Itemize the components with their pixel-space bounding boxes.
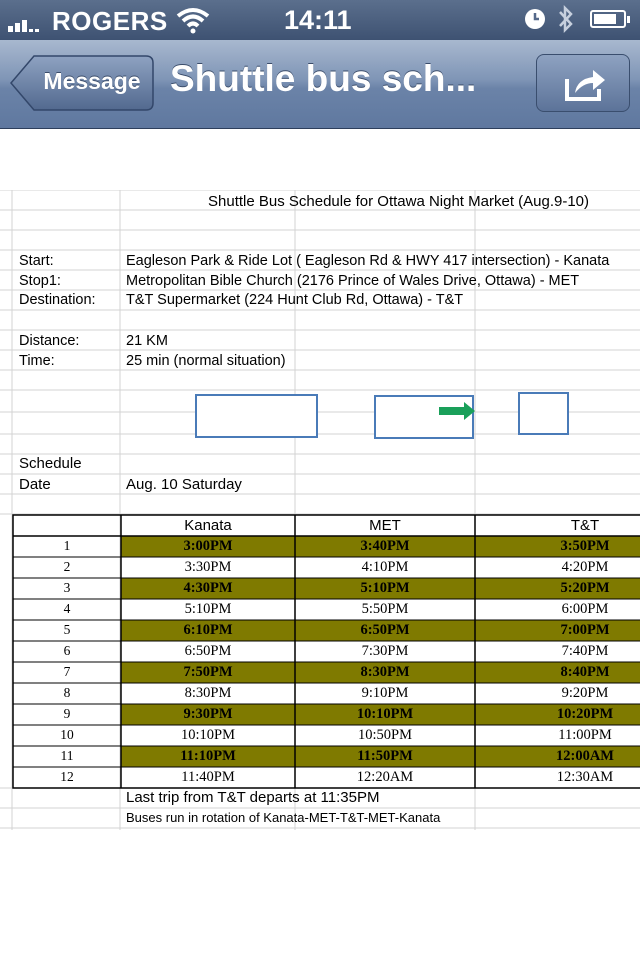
schedule-label: Schedule — [19, 455, 82, 472]
start-value: Eagleson Park & Ride Lot ( Eagleson Rd & HWY 417 intersection) - Kanata — [126, 253, 610, 269]
battery-icon — [590, 10, 626, 28]
column-header-tt: T&T — [570, 517, 600, 534]
alarm-icon — [524, 8, 546, 35]
departure-time-kanata: 6:50PM — [184, 643, 232, 659]
departure-time-kanata: 10:10PM — [181, 727, 235, 743]
departure-time-met: 5:10PM — [360, 580, 410, 596]
departure-time-met: 4:10PM — [361, 559, 409, 575]
departure-time-tt: 4:20PM — [561, 559, 609, 575]
stop1-value: Metropolitan Bible Church (2176 Prince of Wales Drive, Ottawa) - MET — [126, 273, 580, 289]
trip-number: 12 — [60, 769, 74, 784]
share-icon — [563, 65, 607, 103]
departure-time-kanata: 6:10PM — [183, 622, 233, 638]
column-header-met: MET — [369, 517, 401, 534]
departure-time-met: 3:40PM — [360, 538, 410, 554]
time-value: 25 min (normal situation) — [126, 353, 286, 369]
time-label: Time: — [19, 353, 55, 369]
departure-time-met: 12:20AM — [356, 769, 414, 785]
rotation-note: Buses run in rotation of Kanata-MET-T&T-MET-Kanata — [126, 810, 441, 825]
trip-number: 7 — [63, 664, 71, 679]
destination-label: Destination: — [19, 292, 96, 308]
departure-time-tt: 10:20PM — [556, 706, 614, 722]
back-button-label: Message — [43, 68, 141, 94]
departure-time-met: 9:10PM — [361, 685, 409, 701]
departure-time-kanata: 3:30PM — [184, 559, 232, 575]
spreadsheet — [0, 190, 640, 830]
trip-number: 11 — [60, 748, 74, 763]
status-bar — [0, 0, 640, 40]
departure-time-tt: 11:00PM — [558, 727, 612, 743]
departure-time-tt: 9:20PM — [561, 685, 609, 701]
departure-time-tt: 7:40PM — [561, 643, 609, 659]
departure-time-tt: 5:20PM — [560, 580, 610, 596]
destination-value: T&T Supermarket (224 Hunt Club Rd, Ottawa) - T&T — [126, 292, 464, 308]
wifi-icon — [176, 6, 210, 39]
trip-number: 6 — [63, 643, 71, 658]
departure-time-tt: 12:30AM — [556, 769, 614, 785]
departure-time-kanata: 7:50PM — [183, 664, 233, 680]
date-label: Date — [19, 476, 51, 493]
departure-time-met: 11:50PM — [357, 748, 413, 764]
sheet-title: Shuttle Bus Schedule for Ottawa Night Market (Aug.9-10) — [208, 193, 590, 210]
departure-time-tt: 8:40PM — [560, 664, 610, 680]
page-title: Shuttle bus sch... — [170, 58, 477, 99]
departure-time-met: 6:50PM — [360, 622, 410, 638]
departure-time-tt: 12:00AM — [556, 748, 614, 764]
last-trip-note: Last trip from T&T departs at 11:35PM — [126, 789, 380, 806]
status-time: 14:11 — [284, 5, 352, 35]
departure-time-kanata: 3:00PM — [183, 538, 233, 554]
column-header-kanata: Kanata — [184, 517, 232, 534]
departure-time-kanata: 11:10PM — [180, 748, 236, 764]
departure-time-kanata: 8:30PM — [184, 685, 232, 701]
stop1-label: Stop1: — [19, 273, 61, 289]
share-button[interactable] — [536, 54, 630, 112]
trip-number: 5 — [63, 622, 71, 637]
departure-time-met: 10:50PM — [358, 727, 412, 743]
trip-number: 8 — [63, 685, 71, 700]
departure-time-kanata: 5:10PM — [184, 601, 232, 617]
departure-time-met: 5:50PM — [361, 601, 409, 617]
departure-time-tt: 6:00PM — [561, 601, 609, 617]
trip-number: 4 — [63, 601, 71, 616]
distance-label: Distance: — [19, 333, 80, 349]
departure-time-met: 8:30PM — [360, 664, 410, 680]
date-value: Aug. 10 Saturday — [126, 476, 242, 493]
departure-time-met: 10:10PM — [356, 706, 414, 722]
trip-number: 10 — [60, 727, 74, 742]
start-label: Start: — [19, 253, 54, 269]
trip-number: 3 — [63, 580, 71, 595]
distance-value: 21 KM — [126, 333, 168, 349]
departure-time-kanata: 11:40PM — [181, 769, 235, 785]
back-button[interactable] — [10, 54, 154, 112]
departure-time-kanata: 4:30PM — [183, 580, 233, 596]
departure-time-tt: 7:00PM — [560, 622, 610, 638]
navigation-bar — [0, 40, 640, 129]
carrier-name: ROGERS — [52, 6, 168, 36]
departure-time-met: 7:30PM — [361, 643, 409, 659]
bluetooth-icon — [556, 4, 576, 39]
departure-time-kanata: 9:30PM — [183, 706, 233, 722]
trip-number: 2 — [63, 559, 71, 574]
departure-time-tt: 3:50PM — [560, 538, 610, 554]
trip-number: 9 — [63, 706, 71, 721]
trip-number: 1 — [63, 538, 71, 553]
signal-strength-icon — [8, 14, 41, 30]
